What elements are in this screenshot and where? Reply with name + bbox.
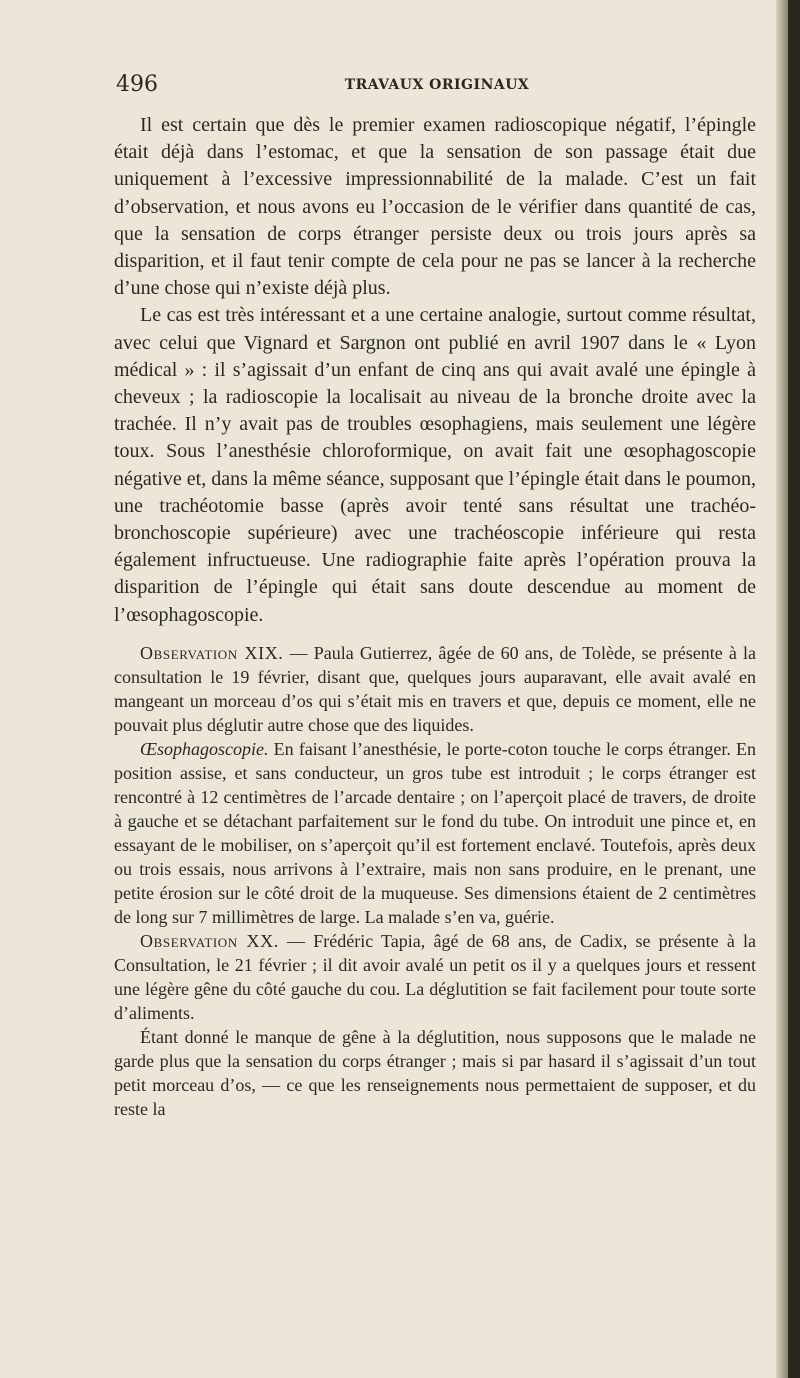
paragraph-text: — Paula Gutierrez, âgée de 60 ans, de Tolède, se présente à la consultation le 19 février, disant que, quelques jours auparavant, elle avait avalé en mangeant un morceau d’os qui s’était mis en travers et que, depuis ce moment, elle ne pouvait plus déglutir autre chose que des liquides. xyxy=(114,642,756,735)
body-text xyxy=(114,112,756,1121)
paragraph xyxy=(114,737,756,929)
observation-label: Observation XIX. xyxy=(140,642,284,663)
page-edge xyxy=(776,0,788,1378)
paragraph-text: Il est certain que dès le premier examen radioscopique négatif, l’épingle était déjà dans l’estomac, et que la sensation de son passage était due uniquement à l’excessive impressionnabilité de la malade. C’est un fait d’observation, et nous avons eu l’occasion de le vérifier dans quantité de cas, que la sensation de corps étranger persiste deux ou trois jours après sa disparition, et il faut tenir compte de cela pour ne pas se lancer à la recherche d’une chose qui n’existe déjà plus. xyxy=(114,114,756,300)
paragraph xyxy=(114,1025,756,1121)
paragraph-text: Étant donné le manque de gêne à la déglutition, nous supposons que le malade ne garde plus que la sensation du corps étranger ; mais si par hasard il s’agissait d’un tout petit morceau d’os, — ce que les renseignements nous permettaient de supposer, et du reste la xyxy=(114,1026,756,1119)
section-label: Œsophagoscopie. xyxy=(140,738,269,759)
page-header xyxy=(116,72,758,102)
page-number: 496 xyxy=(116,72,158,97)
observation-paragraph xyxy=(114,929,756,1025)
paragraph-text: En faisant l’anesthésie, le porte-coton touche le corps étranger. En position assise, et sans conducteur, un gros tube est introduit ; le corps étranger est rencontré à 12 centimètres de l’arcade dentaire ; on l’aperçoit placé de travers, de droite à gauche et se détachant parfaitement sur le fond du tube. On introduit une pince et, en essayant de le mobiliser, on s’aperçoit qu’il est fortement enclavé. Toutefois, après deux ou trois essais, nous arrivons à l’extraire, mais non sans produire, en le prenant, une petite érosion sur le côté droit de la muqueuse. Ses dimensions étaient de 2 centimètres de long sur 7 millimètres de large. La malade s’en va, guérie. xyxy=(114,738,756,927)
paragraph-text: — Frédéric Tapia, âgé de 68 ans, de Cadix, se présente à la Consultation, le 21 février ; il dit avoir avalé un petit os il y a quelques jours et ressent une légère gêne du côté gauche du cou. La déglutition se fait facilement pour toute sorte d’aliments. xyxy=(114,930,756,1023)
observation-label: Observation XX. xyxy=(140,930,279,951)
paragraph xyxy=(114,302,756,628)
paragraph xyxy=(114,112,756,302)
paragraph-text: Le cas est très intéressant et a une certaine analogie, surtout comme résultat, avec celui que Vignard et Sargnon ont publié en avril 1907 dans le « Lyon médical » : il s’agissait d’un enfant de cinq ans qui avait avalé une épingle à cheveux ; la radioscopie la localisait au niveau de la bronche droite avec la trachée. Il n’y avait pas de troubles œsophagiens, mais seulement une légère toux. Sous l’anesthésie chloroformique, on avait fait une œsophagoscopie négative et, dans la même séance, supposant que l’épingle était dans le poumon, une trachéotomie basse (après avoir tenté sans résultat une trachéo-bronchoscopie supérieure) avec une trachéoscopie inférieure qui resta également infructueuse. Une radiographie faite après l’opération prouva la disparition de l’épingle qui était sans doute descendue au moment de l’œsophagoscopie. xyxy=(114,304,756,626)
observation-paragraph xyxy=(114,641,756,737)
running-title: TRAVAUX ORIGINAUX xyxy=(344,77,530,93)
